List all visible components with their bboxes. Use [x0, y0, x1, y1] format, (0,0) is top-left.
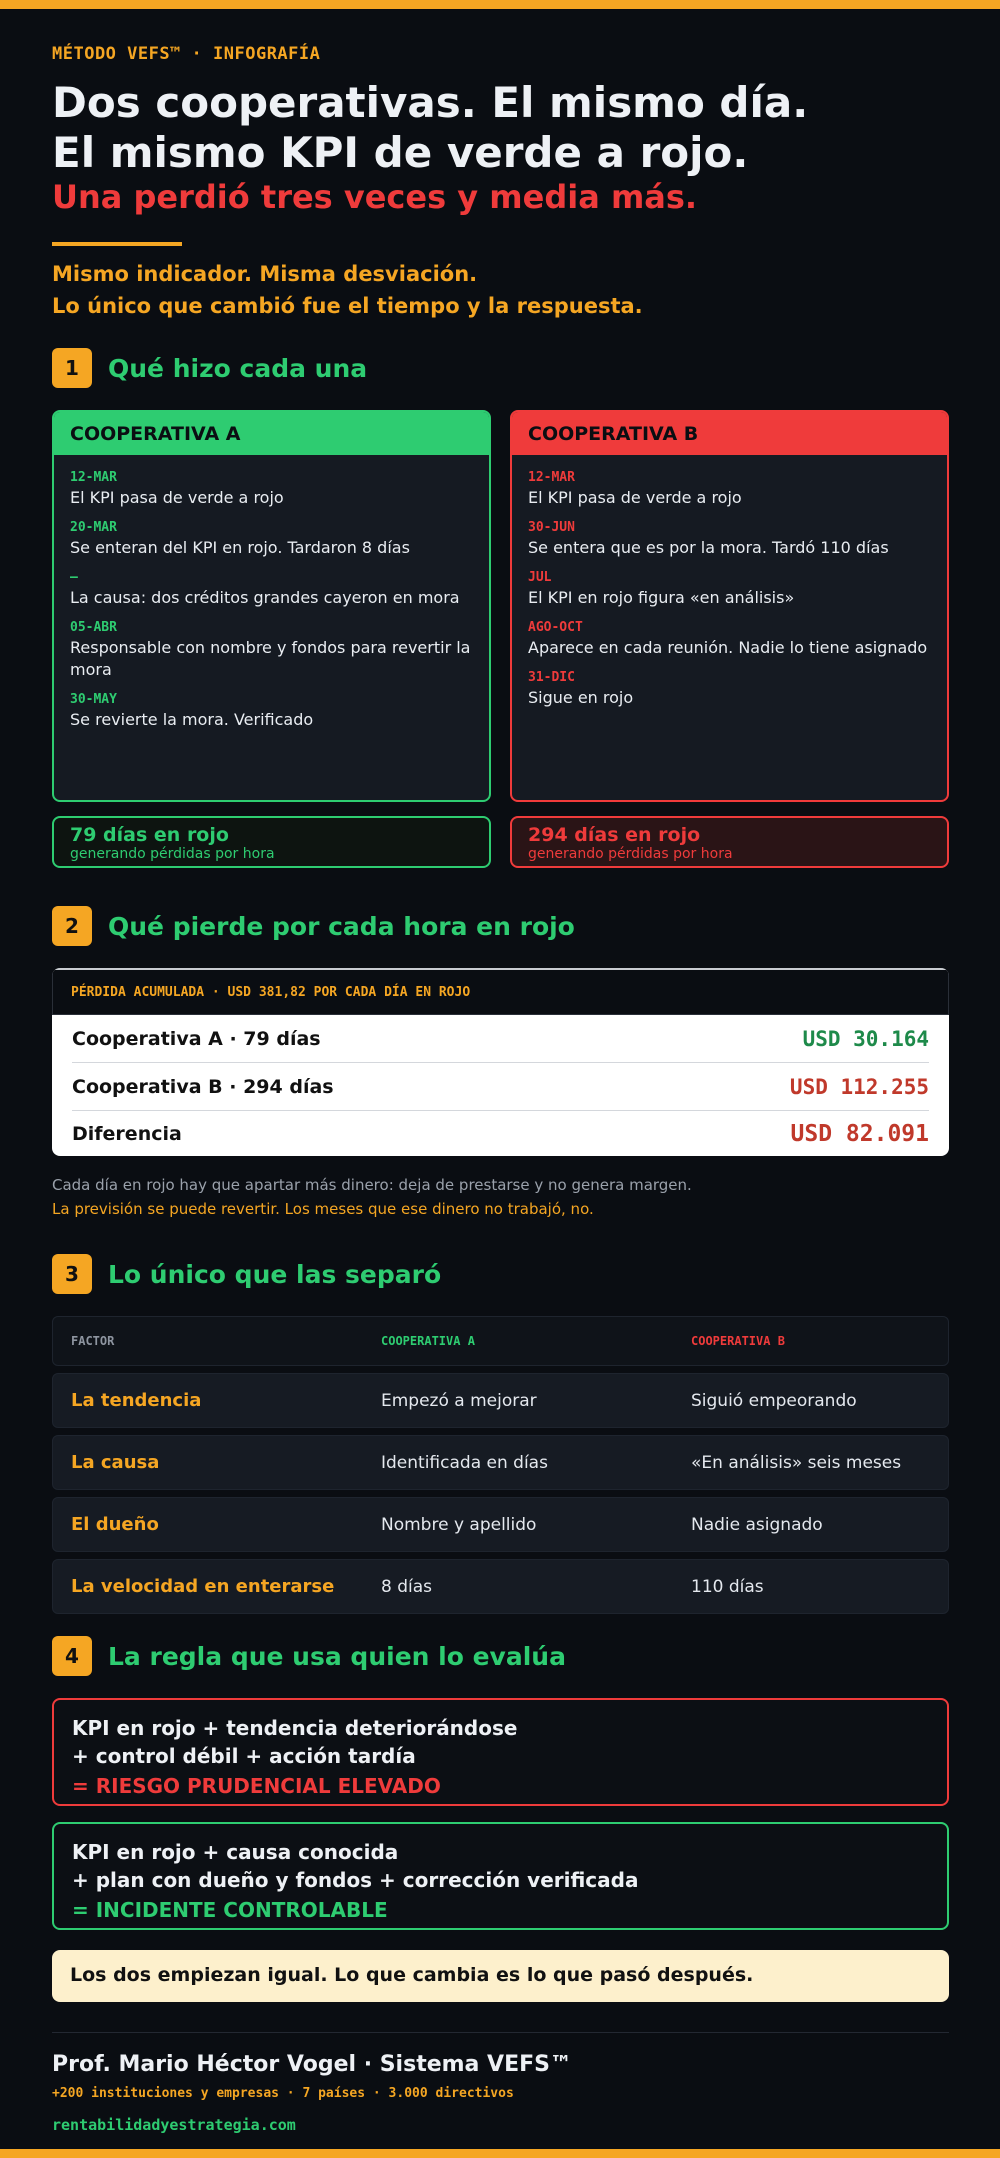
rule-line: KPI en rojo + causa conocida	[72, 1840, 399, 1864]
subtitle-line-2: Lo único que cambió fue el tiempo y la respuesta.	[52, 294, 643, 318]
factor-name: El dueño	[71, 1514, 159, 1535]
summary-caption: generando pérdidas por hora	[528, 846, 733, 862]
summary-days: 79 días en rojo	[70, 824, 229, 846]
title-line-2: El mismo KPI de verde a rojo.	[52, 128, 749, 177]
timeline-event	[528, 469, 931, 509]
section-number: 3	[52, 1254, 92, 1294]
rule-line: + plan con dueño y fondos + corrección verificada	[72, 1868, 639, 1892]
timeline-event	[528, 669, 931, 709]
timeline-event	[70, 469, 473, 509]
factor-name: La velocidad en enterarse	[71, 1576, 335, 1597]
timeline-event	[528, 619, 931, 659]
title-line-1: Dos cooperativas. El mismo día.	[52, 78, 809, 127]
summary-caption: generando pérdidas por hora	[70, 846, 275, 862]
event-date: JUL	[528, 570, 552, 585]
section-title: La regla que usa quien lo evalúa	[108, 1641, 566, 1671]
event-text: Aparece en cada reunión. Nadie lo tiene asignado	[528, 638, 928, 657]
event-date: 30-MAY	[70, 692, 117, 707]
cell-b: 110 días	[691, 1576, 764, 1597]
cell-a: Nombre y apellido	[381, 1514, 537, 1535]
timeline	[54, 455, 489, 731]
cell-a: 8 días	[381, 1576, 433, 1597]
event-date: 31-DIC	[528, 670, 575, 685]
loss-row-difference	[72, 1111, 929, 1156]
timeline-event	[528, 519, 931, 559]
timeline-event	[70, 569, 473, 609]
event-date: 05-ABR	[70, 620, 117, 635]
section-4-heading	[52, 1636, 566, 1676]
top-accent-bar	[0, 0, 1000, 9]
timeline-event	[70, 619, 473, 681]
event-text: El KPI en rojo figura «en análisis»	[528, 588, 795, 607]
section-1-heading	[52, 348, 367, 388]
cooperativa-b-card	[510, 410, 949, 802]
section-title: Lo único que las separó	[108, 1259, 442, 1289]
section-2-heading	[52, 906, 575, 946]
section-number: 1	[52, 348, 92, 388]
loss-row	[72, 1063, 929, 1111]
timeline-event	[528, 569, 931, 609]
website-link[interactable]: rentabilidadyestrategia.com	[52, 2116, 296, 2134]
rule-result: = INCIDENTE CONTROLABLE	[72, 1898, 388, 1922]
event-date: AGO-OCT	[528, 620, 583, 635]
summary-days: 294 días en rojo	[528, 824, 701, 846]
loss-note-highlight: La previsión se puede revertir. Los meses que ese dinero no trabajó, no.	[52, 1200, 594, 1218]
loss-value: USD 30.164	[802, 1026, 929, 1051]
title-divider	[52, 242, 182, 246]
section-title: Qué hizo cada una	[108, 353, 368, 383]
cooperativa-a-summary	[52, 816, 491, 868]
factors-table	[52, 1316, 949, 1621]
loss-note: Cada día en rojo hay que apartar más dinero: deja de prestarse y no genera margen.	[52, 1176, 692, 1194]
table-header-row	[52, 1316, 949, 1366]
cell-b: «En análisis» seis meses	[691, 1452, 902, 1473]
kicker: MÉTODO VEFS™ · INFOGRAFÍA	[52, 44, 321, 64]
event-date: 12-MAR	[70, 470, 117, 485]
loss-row	[72, 1015, 929, 1063]
conclusion-callout: Los dos empiezan igual. Lo que cambia es lo que pasó después.	[52, 1950, 949, 2002]
loss-table	[52, 968, 949, 1156]
table-row	[52, 1559, 949, 1614]
section-title: Qué pierde por cada hora en rojo	[108, 911, 575, 941]
table-row	[52, 1435, 949, 1490]
loss-label: Diferencia	[72, 1122, 182, 1145]
loss-value: USD 82.091	[790, 1120, 929, 1147]
section-number: 2	[52, 906, 92, 946]
subtitle-line-1: Mismo indicador. Misma desviación.	[52, 262, 478, 286]
timeline-event	[70, 519, 473, 559]
footer-divider	[52, 2032, 949, 2033]
column-header: FACTOR	[71, 1334, 115, 1348]
event-text: Responsable con nombre y fondos para revertir la mora	[70, 638, 471, 679]
loss-table-header: PÉRDIDA ACUMULADA · USD 381,82 POR CADA DÍA EN ROJO	[52, 968, 949, 1015]
author-credentials: +200 instituciones y empresas · 7 países · 3.000 directivos	[52, 2086, 514, 2101]
column-header: COOPERATIVA A	[381, 1334, 475, 1348]
event-text: El KPI pasa de verde a rojo	[528, 488, 742, 507]
loss-label: Cooperativa A · 79 días	[72, 1027, 321, 1050]
loss-value: USD 112.255	[789, 1074, 929, 1099]
table-row	[52, 1373, 949, 1428]
event-text: Se revierte la mora. Verificado	[70, 710, 314, 729]
card-header: COOPERATIVA A	[54, 412, 489, 455]
risk-rule-box	[52, 1698, 949, 1806]
loss-label: Cooperativa B · 294 días	[72, 1075, 334, 1098]
event-text: Se enteran del KPI en rojo. Tardaron 8 días	[70, 538, 410, 557]
event-text: La causa: dos créditos grandes cayeron en mora	[70, 588, 460, 607]
section-number: 4	[52, 1636, 92, 1676]
column-header: COOPERATIVA B	[691, 1334, 785, 1348]
cell-b: Siguió empeorando	[691, 1390, 857, 1411]
rule-line: KPI en rojo + tendencia deteriorándose	[72, 1716, 518, 1740]
factor-name: La causa	[71, 1452, 160, 1473]
event-date: 20-MAR	[70, 520, 117, 535]
cell-b: Nadie asignado	[691, 1514, 823, 1535]
cooperativa-a-card	[52, 410, 491, 802]
cell-a: Empezó a mejorar	[381, 1390, 537, 1411]
event-date: 12-MAR	[528, 470, 575, 485]
bottom-accent-bar	[0, 2149, 1000, 2158]
rule-line: + control débil + acción tardía	[72, 1744, 416, 1768]
event-date: –	[70, 570, 78, 585]
event-text: El KPI pasa de verde a rojo	[70, 488, 284, 507]
section-3-heading	[52, 1254, 441, 1294]
title-highlight: Una perdió tres veces y media más.	[52, 178, 698, 216]
table-row	[52, 1497, 949, 1552]
cell-a: Identificada en días	[381, 1452, 548, 1473]
cooperativa-b-summary	[510, 816, 949, 868]
factor-name: La tendencia	[71, 1390, 202, 1411]
event-text: Se entera que es por la mora. Tardó 110 días	[528, 538, 889, 557]
timeline-event	[70, 691, 473, 731]
author-name: Prof. Mario Héctor Vogel · Sistema VEFS™	[52, 2052, 572, 2077]
event-text: Sigue en rojo	[528, 688, 634, 707]
event-date: 30-JUN	[528, 520, 575, 535]
rule-result: = RIESGO PRUDENCIAL ELEVADO	[72, 1774, 441, 1798]
card-header: COOPERATIVA B	[512, 412, 947, 455]
timeline	[512, 455, 947, 709]
incident-rule-box	[52, 1822, 949, 1930]
